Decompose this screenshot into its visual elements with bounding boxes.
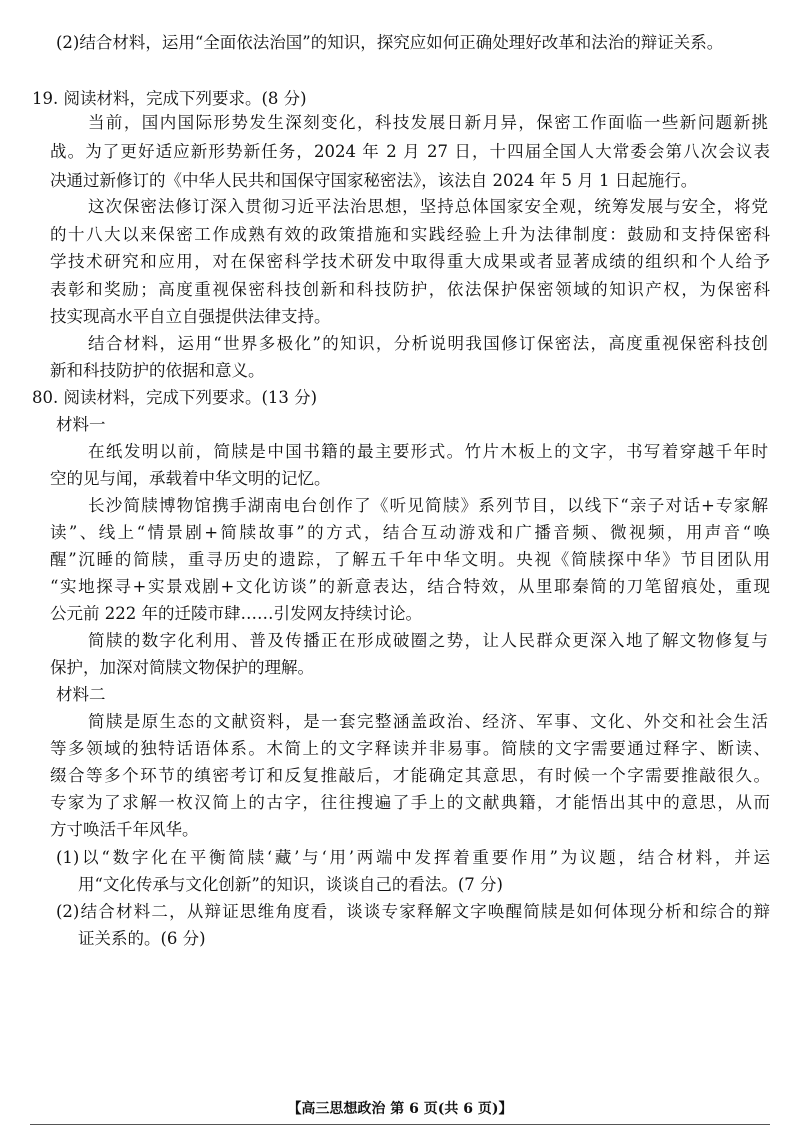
material1-para2-line2: 读”、线上“情景剧+简牍故事”的方式，结合互动游戏和广播音频、微视频，用声音“唤 xyxy=(50,523,770,542)
material1-para2-line5: 公元前 222 年的迁陵市肆……引发网友持续讨论。 xyxy=(50,604,422,623)
q80-sub1-line2: 用“文化传承与文化创新”的知识，谈谈自己的看法。(7 分) xyxy=(78,875,503,894)
q19-task-line2: 新和科技防护的依据和意义。 xyxy=(50,361,265,380)
material1-para2-line1: 长沙简牍博物馆携手湖南电台创作了《听见简牍》系列节目，以线下“亲子对话+专家解 xyxy=(88,496,768,515)
q19-task-line1: 结合材料，运用“世界多极化”的知识，分析说明我国修订保密法，高度重视保密科技创 xyxy=(88,334,768,353)
q19-para2-line4: 表彰和奖励；高度重视保密科技创新和科技防护，依法保护保密领域的知识产权，为保密科 xyxy=(50,280,770,299)
q19-header: 19. 阅读材料，完成下列要求。(8 分) xyxy=(32,89,307,108)
q18-part2: (2)结合材料，运用“全面依法治国”的知识，探究应如何正确处理好改革和法治的辩证关系。 xyxy=(56,33,724,52)
material2-para-line5: 方寸唤活千年风华。 xyxy=(50,820,199,839)
q19-para2-line1: 这次保密法修订深入贯彻习近平法治思想，坚持总体国家安全观，统筹发展与安全，将党 xyxy=(88,197,768,216)
material2-label: 材料二 xyxy=(56,685,106,704)
q19-para1-line1: 当前，国内国际形势发生深刻变化，科技发展日新月异，保密工作面临一些新问题新挑 xyxy=(88,113,768,132)
q80-sub1-line1: (1)以“数字化在平衡简牍‘藏’与‘用’两端中发挥着重要作用”为议题，结合材料，并运 xyxy=(56,848,770,867)
material1-para2-line3: 醒”沉睡的简牍，重寻历史的遗踪，了解五千年中华文明。央视《简牍探中华》节目团队用 xyxy=(50,550,770,569)
q19-para2-line3: 学技术研究和应用，对在保密科学技术研发中取得重大成果或者显著成绩的组织和个人给予 xyxy=(50,252,770,271)
material2-para-line3: 缀合等多个环节的缜密考订和反复推敲后，才能确定其意思，有时候一个字需要推敲很久。 xyxy=(50,766,770,785)
material1-label: 材料一 xyxy=(56,415,106,434)
material1-para1-line2: 空的见与闻，承载着中华文明的记忆。 xyxy=(50,469,331,488)
page-footer: 【高三思想政治 第 6 页(共 6 页)】 xyxy=(287,1101,513,1117)
material2-para-line4: 专家为了求解一枚汉简上的古字，往往搜遍了手上的文献典籍，才能悟出其中的意思，从而 xyxy=(50,793,770,812)
material1-para3-line2: 保护，加深对简牍文物保护的理解。 xyxy=(50,658,314,677)
material2-para-line2: 等多领域的独特话语体系。木简上的文字释读并非易事。简牍的文字需要通过释字、断读、 xyxy=(50,739,770,758)
material1-para3-line1: 简牍的数字化利用、普及传播正在形成破圈之势，让人民群众更深入地了解文物修复与 xyxy=(88,631,768,650)
material1-para1-line1: 在纸发明以前，简牍是中国书籍的最主要形式。竹片木板上的文字，书写着穿越千年时 xyxy=(88,442,768,461)
material1-para2-line4: “实地探寻+实景戏剧+文化访谈”的新意表达，结合特效，从里耶秦简的刀笔留痕处，重现 xyxy=(50,577,770,596)
q80-sub2-line1: (2)结合材料二，从辩证思维角度看，谈谈专家释解文字唤醒简牍是如何体现分析和综合的辩 xyxy=(56,902,770,921)
q19-para1-line2: 战。为了更好适应新形势新任务，2024 年 2 月 27 日，十四届全国人大常委会第八次会议表 xyxy=(50,142,770,161)
footer-divider xyxy=(30,1124,770,1125)
q80-sub2-line2: 证关系的。(6 分) xyxy=(78,929,206,948)
q19-para2-line5: 技实现高水平自立自强提供法律支持。 xyxy=(50,307,331,326)
material2-para-line1: 简牍是原生态的文献资料，是一套完整涵盖政治、经济、军事、文化、外交和社会生活 xyxy=(88,712,768,731)
q19-para2-line2: 的十八大以来保密工作成熟有效的政策措施和实践经验上升为法律制度：鼓励和支持保密科 xyxy=(50,225,770,244)
q19-para1-line3: 决通过新修订的《中华人民共和国保守国家秘密法》，该法自 2024 年 5 月 1 日起施行。 xyxy=(50,171,698,190)
q80-header: 80. 阅读材料，完成下列要求。(13 分) xyxy=(32,388,318,407)
